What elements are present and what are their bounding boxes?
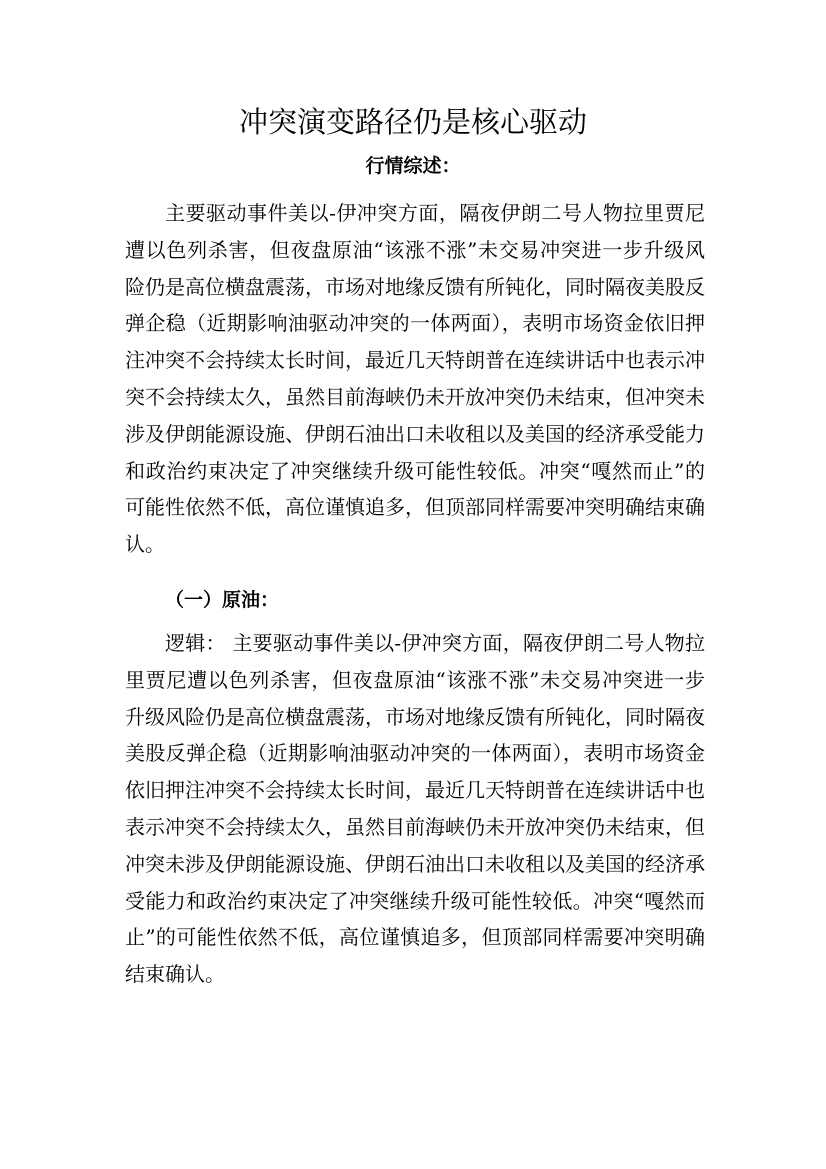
document-title: 冲突演变路径仍是核心驱动 [238, 105, 587, 139]
crude-oil-heading: （一）原油： [165, 589, 280, 611]
summary-paragraph: 主要驱动事件美以-伊冲突方面，隔夜伊朗二号人物拉里贾尼遭以色列杀害，但夜盘原油“该涨不涨”未交易冲突进一步升级风险仍是高位横盘震荡，市场对地缘反馈有所钝化，同时隔夜美股反弹企稳（近期影响油驱动冲突的一体两面），表明市场资金依旧押注冲突不会持续太长时间，最近几天特朗普在连续讲话中也表示冲突不会持续太久，虽然目前海峡仍未开放冲突仍未结束，但冲突未涉及伊朗能源设施、伊朗石油出口未收租以及美国的经济承受能力和政治约束决定了冲突继续升级可能性较低。冲突“嘎然而止”的可能性依然不低，高位谨慎追多，但顶部同样需要冲突明确结束确认。 [125, 201, 705, 557]
crude-oil-paragraph: 逻辑： 主要驱动事件美以-伊冲突方面，隔夜伊朗二号人物拉里贾尼遭以色列杀害，但夜盘原油“该涨不涨”未交易冲突进一步升级风险仍是高位横盘震荡，市场对地缘反馈有所钝化，同时隔夜美股反弹企稳（近期影响油驱动冲突的一体两面），表明市场资金依旧押注冲突不会持续太长时间，最近几天特朗普在连续讲话中也表示冲突不会持续太久，虽然目前海峡仍未开放冲突仍未结束，但冲突未涉及伊朗能源设施、伊朗石油出口未收租以及美国的经济承受能力和政治约束决定了冲突继续升级可能性较低。冲突“嘎然而止”的可能性依然不低，高位谨慎追多，但顶部同样需要冲突明确结束确认。 [125, 631, 705, 987]
section-subtitle: 行情综述： [365, 155, 461, 177]
